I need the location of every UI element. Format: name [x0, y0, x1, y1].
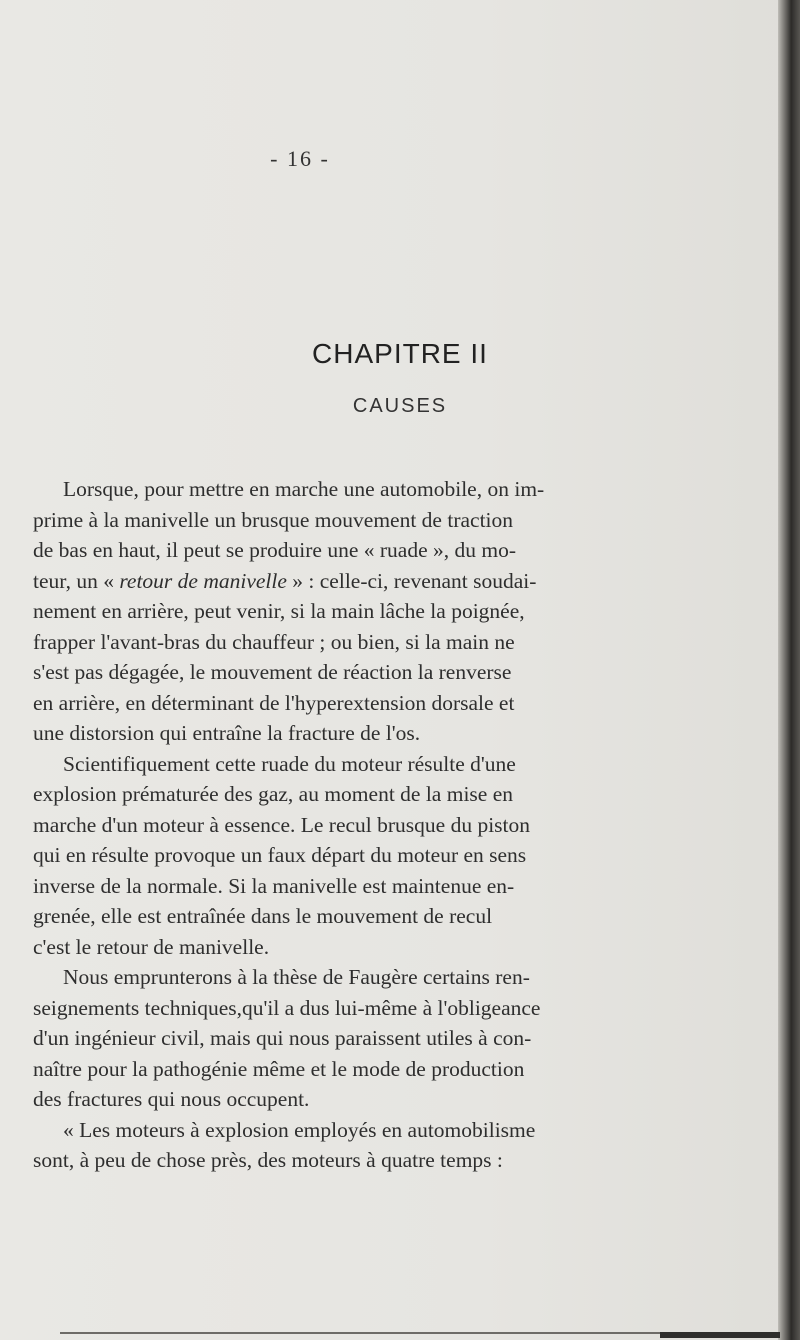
paragraph-3: [33, 962, 767, 1115]
text-line: seignements techniques,qu'il a dus lui-même à l'obligeance: [33, 995, 541, 1020]
paragraph-4: [33, 1115, 767, 1176]
text-line: une distorsion qui entraîne la fracture de l'os.: [33, 721, 421, 745]
text-line: « Les moteurs à explosion employés en automobilisme: [63, 1117, 536, 1142]
text-line: grenée, elle est entraînée dans le mouvement de recul: [33, 904, 493, 928]
page-number: - 16 -: [270, 146, 330, 171]
text-line: d'un ingénieur civil, mais qui nous paraissent utiles à con-: [33, 1026, 532, 1050]
text-line: explosion prématurée des gaz, au moment de la mise en: [33, 782, 514, 806]
text-line: naître pour la pathogénie même et le mode de production: [33, 1056, 525, 1081]
section-title: CAUSES: [352, 395, 448, 417]
paragraph-2: [33, 749, 767, 963]
text-line: s'est pas dégagée, le mouvement de réaction la renverse: [33, 660, 512, 684]
text-line: frapper l'avant-bras du chauffeur ; ou bien, si la main ne: [33, 629, 515, 654]
text-line: Nous emprunterons à la thèse de Faugère certains ren-: [63, 965, 530, 989]
text-line-with-italic: teur, un « retour de manivelle » : celle-ci, revenant soudai-: [33, 568, 537, 593]
text-line: marche d'un moteur à essence. Le recul brusque du piston: [33, 812, 531, 837]
text-line: de bas en haut, il peut se produire une « ruade », du mo-: [33, 538, 517, 562]
chapter-title: CHAPITRE II: [312, 338, 488, 369]
paragraph-1: [33, 474, 767, 749]
text-line: c'est le retour de manivelle.: [33, 934, 270, 959]
text-line: des fractures qui nous occupent.: [33, 1087, 310, 1111]
text-line: nement en arrière, peut venir, si la main lâche la poignée,: [33, 599, 525, 623]
body-text: [33, 474, 767, 1176]
text-line: Lorsque, pour mettre en marche une automobile, on im-: [63, 477, 545, 501]
text-line: en arrière, en déterminant de l'hyperextension dorsale et: [33, 690, 515, 715]
page-binding-edge: [778, 0, 800, 1340]
italic-phrase: retour de manivelle: [119, 568, 287, 593]
text-line: sont, à peu de chose près, des moteurs à quatre temps :: [33, 1148, 503, 1172]
text-line: inverse de la normale. Si la manivelle est maintenue en-: [33, 873, 515, 898]
text-line: qui en résulte provoque un faux départ du moteur en sens: [33, 843, 527, 867]
text-line: prime à la manivelle un brusque mouvement de traction: [33, 507, 514, 532]
text-line: Scientifiquement cette ruade du moteur résulte d'une: [63, 751, 516, 776]
page-bottom-shadow: [660, 1332, 780, 1338]
